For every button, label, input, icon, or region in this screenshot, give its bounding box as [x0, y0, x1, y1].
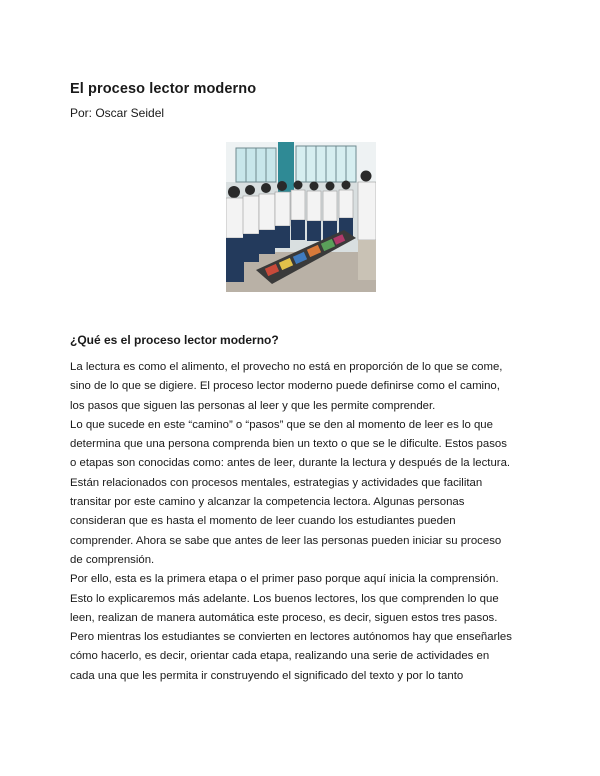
body-line: comprender. Ahora se sabe que antes de leer las personas pueden iniciar su proceso — [70, 534, 502, 547]
body-line: consideran que es hasta el momento de leer cuando los estudiantes pueden — [70, 515, 456, 528]
body-line: Lo que sucede en este “camino” o “pasos” que se den al momento de leer es lo que — [70, 418, 493, 431]
article-title: El proceso lector moderno — [70, 81, 257, 97]
body-line: leen, realizan de manera automática este proceso, es decir, siguen estos tres pasos. — [70, 611, 498, 624]
section-heading: ¿Qué es el proceso lector moderno? — [70, 333, 279, 347]
body-line: de comprensión. — [70, 553, 155, 566]
body-line: Están relacionados con procesos mentales, estrategias y actividades que facilitan — [70, 476, 483, 489]
body-line: Pero mientras los estudiantes se convierten en lectores autónomos hay que enseñarles — [70, 631, 512, 644]
article-photo — [226, 142, 376, 292]
body-line: transitar por este camino y alcanzar la competencia lectora. Algunas personas — [70, 496, 465, 509]
body-line: sino de lo que se digiere. El proceso lector moderno puede definirse como el camino, — [70, 380, 500, 393]
article-author: Por: Oscar Seidel — [70, 106, 165, 120]
body-line: Esto lo explicaremos más adelante. Los buenos lectores, los que comprenden lo que — [70, 592, 499, 605]
body-line: Por ello, esta es la primera etapa o el primer paso porque aquí inicia la comprensión. — [70, 573, 499, 586]
body-line: los pasos que siguen las personas al leer y que les permite comprender. — [70, 399, 436, 412]
article-body — [70, 358, 540, 686]
body-line: o etapas son conocidas como: antes de leer, durante la lectura y después de la lectura. — [70, 457, 511, 470]
body-line: cada una que les permita ir construyendo el significado del texto y por lo tanto — [70, 669, 464, 682]
students-photo-illustration — [226, 142, 376, 292]
body-line: determina que una persona comprenda bien un texto o que se le dificulte. Estos pasos — [70, 438, 507, 451]
body-line: La lectura es como el alimento, el provecho no está en proporción de lo que se come, — [70, 361, 503, 373]
body-line: cómo hacerlo, es decir, orientar cada etapa, realizando una serie de actividades en — [70, 650, 490, 663]
